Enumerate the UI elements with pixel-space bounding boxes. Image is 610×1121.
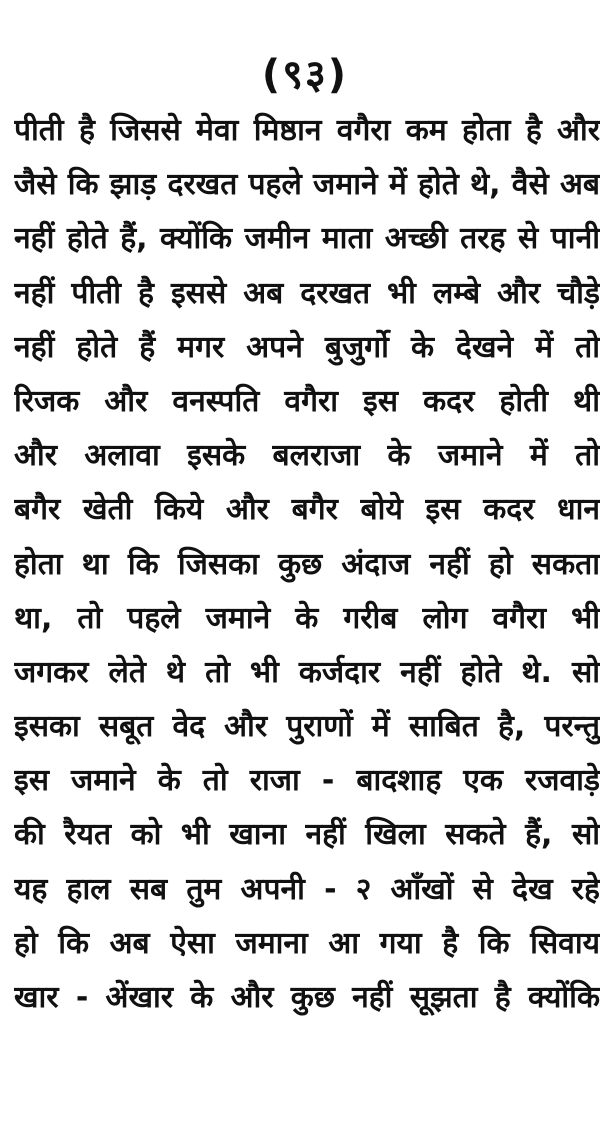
text-line: नहीं होते हैं मगर अपने बुजुर्गो के देखने में तो	[14, 329, 600, 365]
text-line: नहीं पीती है इससे अब दरखत भी लम्बे और चौड़े	[14, 275, 600, 311]
text-line: पीती है जिससे मेवा मिष्ठान वगैरा कम होता है और	[14, 113, 600, 148]
text-line: नहीं होते हैं, क्योंकि जमीन माता अच्छी तरह से पानी	[14, 221, 600, 257]
text-line: खार - अेंखार के और कुछ नहीं सूझता है क्योंकि	[14, 980, 600, 1015]
page-body	[14, 104, 600, 1025]
text-line: की रैयत को भी खाना नहीं खिला सकते हैं, सो	[14, 817, 600, 853]
text-line: था, तो पहले जमाने के गरीब लोग वगैरा भी	[14, 600, 600, 636]
text-line: बगैर खेती किये और बगैर बोये इस कदर धान	[14, 492, 600, 528]
text-line: इसका सबूत वेद और पुराणों में साबित है, परन्तु	[14, 709, 600, 745]
text-line: जैसे कि झाड़ दरखत पहले जमाने में होते थे, वैसे अब	[14, 167, 600, 203]
text-line: इस जमाने के तो राजा - बादशाह एक रजवाड़े	[14, 763, 600, 799]
page-number: (९३)	[261, 52, 349, 98]
text-line: और अलावा इसके बलराजा के जमाने में तो	[14, 438, 600, 474]
text-line: यह हाल सब तुम अपनी - २ आँखों से देख रहे	[14, 871, 600, 907]
text-line: होता था कि जिसका कुछ अंदाज नहीं हो सकता	[14, 546, 600, 582]
text-line: हो कि अब ऐसा जमाना आ गया है कि सिवाय	[14, 925, 600, 961]
text-line: जगकर लेते थे तो भी कर्जदार नहीं होते थे. सो	[14, 654, 600, 690]
text-line: रिजक और वनस्पति वगैरा इस कदर होती थी	[14, 383, 600, 419]
